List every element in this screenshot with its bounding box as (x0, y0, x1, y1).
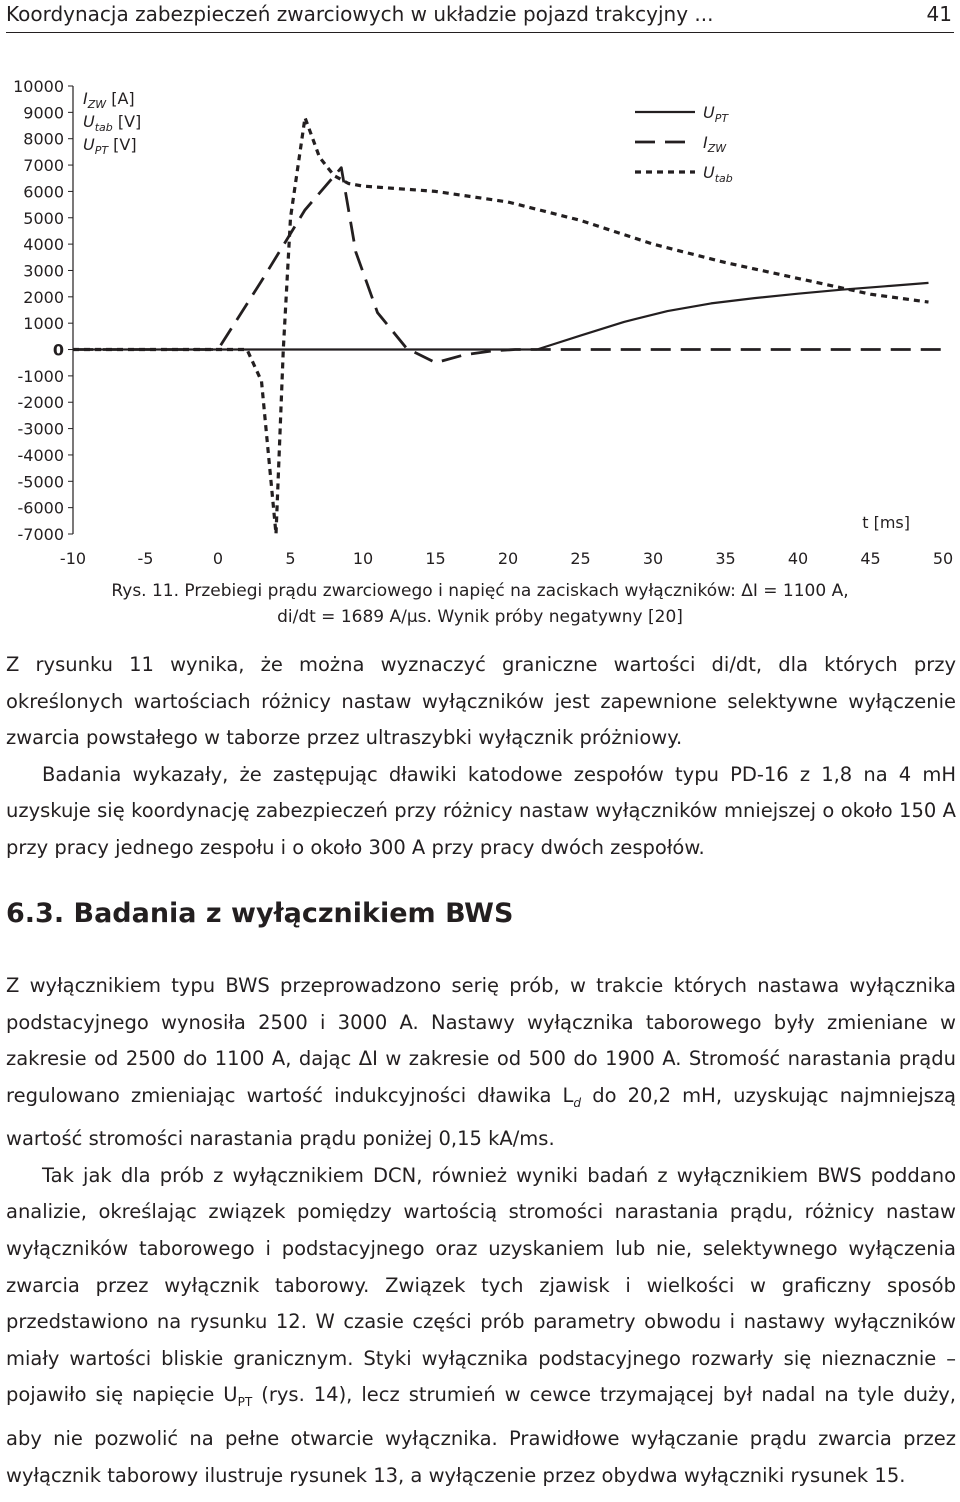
p3-text-a: Z wyłącznikiem typu BWS przeprowadzono serię prób, w trakcie których nastawa wyłącznika podstacyjnego wynosiła 2500 i 3000 A. Nastawy wyłącznika taborowego były zmieniane w zakresie od 2500 do 1100 A, dając ΔI w zakresie od 500 do 1900 A. Stromość narastania prądu regulowano zmieniając wartość indukcyjności dławika L (6, 974, 956, 1107)
y-tick-label: 5000 (23, 208, 64, 228)
page-number: 41 (926, 2, 952, 26)
y-tick-label: 3000 (23, 261, 64, 281)
legend-label: $U_{PT}$ (703, 103, 729, 125)
p4-text-b: (rys. 14), lecz strumień w cewce trzymającej był nadal na tyle duży, aby nie pozwolić na pełne otwarcie wyłącznika. Prawidłowe wyłączanie prądu zwarcia przez wyłącznik taborowy ilustruje rysunek 13, a wyłączenie przez obydwa wyłączniki rysunek 15. (6, 1383, 956, 1487)
x-tick-label: 10 (352, 549, 374, 568)
caption-line-2: di/dt = 1689 A/μs. Wynik próby negatywny [20] (277, 607, 683, 627)
y-tick-label: 9000 (23, 103, 64, 123)
body-block-2 (6, 968, 956, 1494)
p3-subscript: d (573, 1095, 582, 1110)
paragraph-4 (6, 1158, 956, 1494)
x-tick-label: 30 (642, 549, 664, 568)
series-layer (73, 118, 943, 534)
series-u-tab (73, 118, 929, 534)
figure-caption (0, 578, 960, 630)
x-tick-label: 5 (285, 549, 296, 568)
y-tick-label: -3000 (17, 419, 64, 439)
paragraph-2: Badania wykazały, że zastępując dławiki katodowe zespołów typu PD-16 z 1,8 na 4 mH uzyskuje się koordynację zabezpieczeń przy różnicy nastaw wyłączników mniejszej o około 150 A przy pracy jednego zespołu i o około 300 A przy pracy dwóch zespołów. (6, 762, 956, 859)
y-tick-label: 4000 (23, 235, 64, 255)
legend-label: $I_{ZW}$ (703, 133, 727, 155)
y-tick-label: -1000 (17, 366, 64, 386)
chart-legend (635, 103, 733, 185)
body-block-1 (6, 647, 956, 867)
x-tick-label: -10 (59, 549, 87, 568)
x-tick-label: 15 (425, 549, 446, 568)
caption-line-1: Rys. 11. Przebiegi prądu zwarciowego i napięć na zaciskach wyłączników: ΔI = 1100 A, (111, 581, 849, 601)
y-axis-label (83, 89, 141, 157)
paragraph-3 (6, 968, 956, 1158)
x-tick-label: 45 (860, 549, 881, 568)
page-header (0, 0, 960, 36)
y-label-line: $U_{PT}$ [V] (83, 135, 137, 157)
section-heading: 6.3. Badania z wyłącznikiem BWS (6, 898, 514, 929)
y-axis (13, 77, 73, 544)
y-label-line: $I_{ZW}$ [A] (83, 89, 135, 111)
y-tick-label: 6000 (23, 182, 64, 202)
x-tick-label: 50 (932, 549, 954, 568)
y-tick-label: -5000 (17, 472, 64, 492)
series-i-zw (73, 168, 943, 363)
header-rule (6, 32, 954, 33)
y-tick-label: 8000 (23, 129, 64, 149)
paragraph-1: Z rysunku 11 wynika, że można wyznaczyć graniczne wartości di/dt, dla których przy określonych wartościach różnicy nastaw wyłączników jest zapewnione selektywne wyłączenie zwarcia powstałego w taborze przez ultraszybki wyłącznik próżniowy. (6, 653, 956, 750)
x-tick-label: 0 (212, 549, 224, 568)
y-tick-label: 1000 (23, 314, 64, 334)
figure-chart (0, 68, 960, 580)
p3-text-b: do 20,2 mH, uzyskując najmniejszą wartość stromości narastania prądu poniżej 0,15 kA/ms. (6, 1083, 956, 1151)
p4-subscript: PT (237, 1395, 253, 1410)
x-axis (60, 549, 953, 568)
y-tick-label: -4000 (17, 445, 64, 465)
x-tick-label: 25 (570, 549, 591, 568)
x-tick-label: 35 (715, 549, 736, 568)
y-tick-label: -7000 (17, 525, 64, 544)
y-tick-label: -2000 (17, 393, 64, 413)
p4-text-a: Tak jak dla prób z wyłącznikiem DCN, również wyniki badań z wyłącznikiem BWS poddano analizie, określając związek pomiędzy wartością stromości narastania prądu, różnicy nastaw wyłączników taborowego i podstacyjnego oraz uzyskaniem lub nie, selektywnego wyłączenia zwarcia przez wyłącznik taborowy. Związek tych zjawisk i wielkości w graficzny sposób przedstawiono na rysunku 12. W czasie części prób parametry obwodu i nastawy wyłączników miały wartości bliskie granicznym. Styki wyłącznika podstacyjnego rozwarły się nieznacznie – pojawiło się napięcie U (6, 1163, 956, 1407)
y-tick-label: -6000 (17, 498, 64, 518)
x-axis-label: t [ms] (862, 513, 910, 532)
x-tick-label: 20 (497, 549, 519, 568)
running-title: Koordynacja zabezpieczeń zwarciowych w układzie pojazd trakcyjny ... (6, 2, 714, 26)
y-tick-label: 0 (52, 340, 64, 360)
y-tick-label: 10000 (13, 77, 64, 96)
legend-label: $U_{tab}$ (703, 163, 733, 185)
x-tick-label: 40 (787, 549, 809, 568)
x-tick-label: -5 (137, 549, 154, 568)
y-label-line: $U_{tab}$ [V] (83, 112, 142, 134)
y-tick-label: 2000 (23, 287, 64, 307)
y-tick-label: 7000 (23, 156, 64, 176)
series-u-pt (73, 283, 929, 350)
